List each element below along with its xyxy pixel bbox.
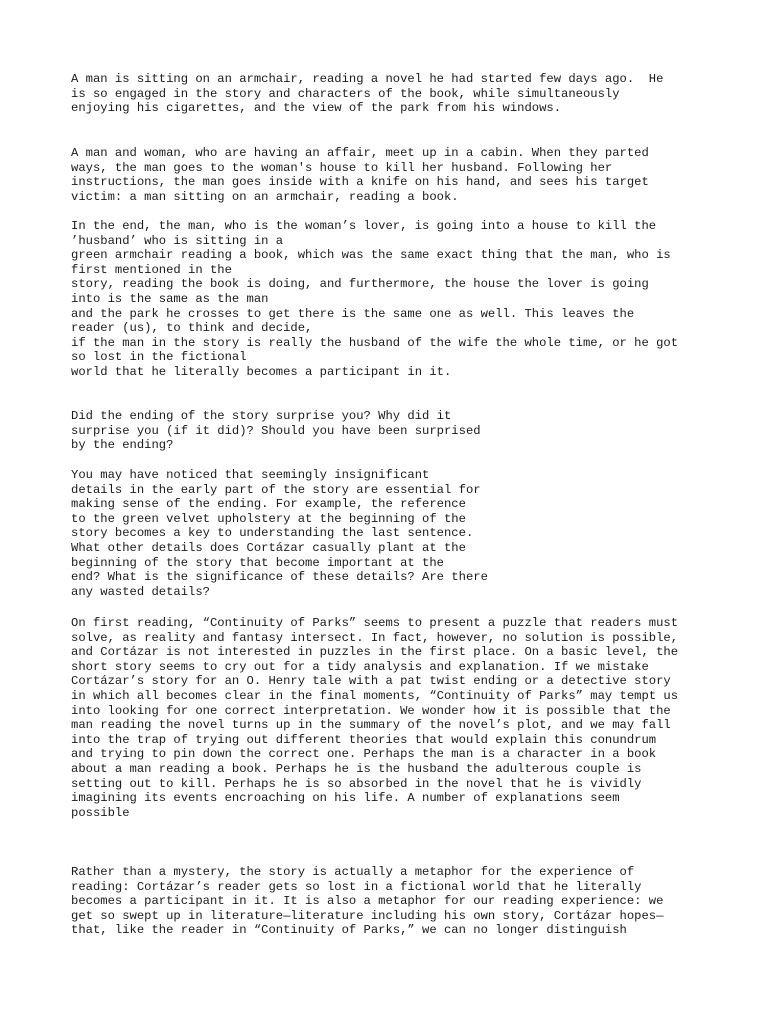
paragraph-question-details: You may have noticed that seemingly insignificant details in the early part of the story are essential for making sense of the ending. For example, the reference to the green velvet upholstery at the beginning of the story becomes a key to understanding the last sentence. What other details does Cortázar casually plant at the beginning of the story that become important at the end? What is the significance of these details? Are there any wasted details? bbox=[71, 468, 488, 599]
paragraph-summary-affair: A man and woman, who are having an affair, meet up in a cabin. When they parted ways, the man goes to the woman's house to kill her husband. Following her instructions, the man goes inside with a knife on his hand, and sees his target victim: a man sitting on an armchair, reading a book. bbox=[71, 146, 649, 204]
paragraph-summary-reader: A man is sitting on an armchair, reading a novel he had started few days ago. He is so engaged in the story and characters of the book, while simultaneously enjoying his cigarettes, and the view of the park from his windows. bbox=[71, 72, 664, 116]
paragraph-ending-analysis: In the end, the man, who is the woman’s lover, is going into a house to kill the ’husband’ who is sitting in a green armchair reading a book, which was the same exact thing that the man, who is first mentioned in the story, reading the book is doing, and furthermore, the house the lover is going into is the same as the man and the park he crosses to get there is the same one as well. This leaves the reader (us), to think and decide, if the man in the story is really the husband of the wife the whole time, or he got so lost in the fictional world that he literally becomes a participant in it. bbox=[71, 219, 679, 379]
paragraph-metaphor: Rather than a mystery, the story is actually a metaphor for the experience of reading: Cortázar’s reader gets so lost in a fictional world that he literally becomes a participant in it. It is also a metaphor for our reading experience: we get so swept up in literature—literature including his own story, Cortázar hopes— that, like the reader in “Continuity of Parks,” we can no longer distinguish bbox=[71, 865, 664, 938]
paragraph-question-ending: Did the ending of the story surprise you? Why did it surprise you (if it did)? Should you have been surprised by the ending? bbox=[71, 409, 481, 453]
paragraph-puzzle-discussion: On first reading, “Continuity of Parks” seems to present a puzzle that readers must solve, as reality and fantasy intersect. In fact, however, no solution is possible, and Cortázar is not interested in puzzles in the first place. On a basic level, the short story seems to cry out for a tidy analysis and explanation. If we mistake Cortázar’s story for an O. Henry tale with a pat twist ending or a detective story in which all becomes clear in the final moments, “Continuity of Parks” may tempt us into looking for one correct interpretation. We wonder how it is possible that the man reading the novel turns up in the summary of the novel’s plot, and we may fall into the trap of trying out different theories that would explain this conundrum and trying to pin down the correct one. Perhaps the man is a character in a book about a man reading a book. Perhaps he is the husband the adulterous couple is setting out to kill. Perhaps he is so absorbed in the novel that he is vividly imagining its events encroaching on his life. A number of explanations seem possible bbox=[71, 616, 679, 820]
